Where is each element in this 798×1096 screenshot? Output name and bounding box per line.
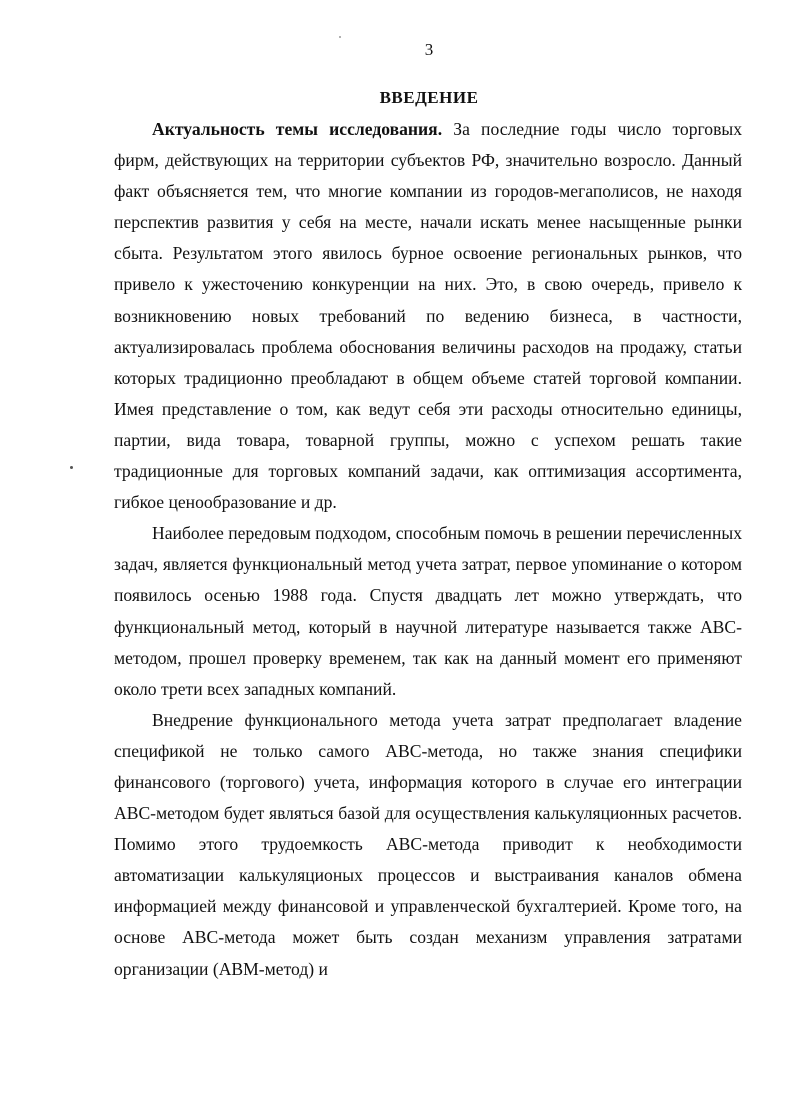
paragraph-1	[114, 114, 742, 518]
paragraph-text: За последние годы число торговых фирм, действующих на территории субъектов РФ, значительно возросло. Данный факт объясняется тем, что многие компании из городов-мегаполисов, не находя перспектив развития у себя на месте, начали искать менее насыщенные рынки сбыта. Результатом этого явилось бурное освоение региональных рынков, что привело к ужесточению конкуренции на них. Это, в свою очередь, привело к возникновению новых требований по ведению бизнеса, в частности, актуализировалась проблема обоснования величины расходов на продажу, статьи которых традиционно преобладают в общем объеме статей торговой компании. Имея представление о том, как ведут себя эти расходы относительно единицы, партии, вида товара, товарной группы, можно с успехом решать такие традиционные для торговых компаний задачи, как оптимизация ассортимента, гибкое ценообразование и др.	[114, 119, 742, 513]
paragraph-3	[114, 705, 742, 985]
page-number: 3	[424, 40, 434, 59]
section-heading: ВВЕДЕНИЕ	[379, 88, 479, 107]
body-text	[114, 114, 742, 985]
paragraph-2	[114, 518, 742, 705]
scan-speck	[70, 466, 73, 469]
paragraph-text: Внедрение функционального метода учета затрат предполагает владение спецификой не только самого АВС-метода, но также знания специфики финансового (торгового) учета, информация которого в случае его интеграции АВС-методом будет являться базой для осуществления калькуляционных расчетов. Помимо этого трудоемкость АВС-метода приводит к необходимости автоматизации калькуляционых процессов и выстраивания каналов обмена информацией между финансовой и управленческой бухгалтерией. Кроме того, на основе АВС-метода может быть создан механизм управления затратами организации (АВМ-метод) и	[114, 709, 742, 979]
paragraph-lead: Актуальность темы исследования.	[152, 119, 443, 139]
paragraph-text: Наиболее передовым подходом, способным помочь в решении перечисленных задач, является функциональный метод учета затрат, первое упоминание о котором появилось осенью 1988 года. Спустя двадцать лет можно утверждать, что функциональный метод, который в научной литературе называется также АВС-методом, прошел проверку временем, так как на данный момент его применяют около трети всех западных компаний.	[114, 523, 742, 699]
scan-speck	[339, 36, 341, 38]
